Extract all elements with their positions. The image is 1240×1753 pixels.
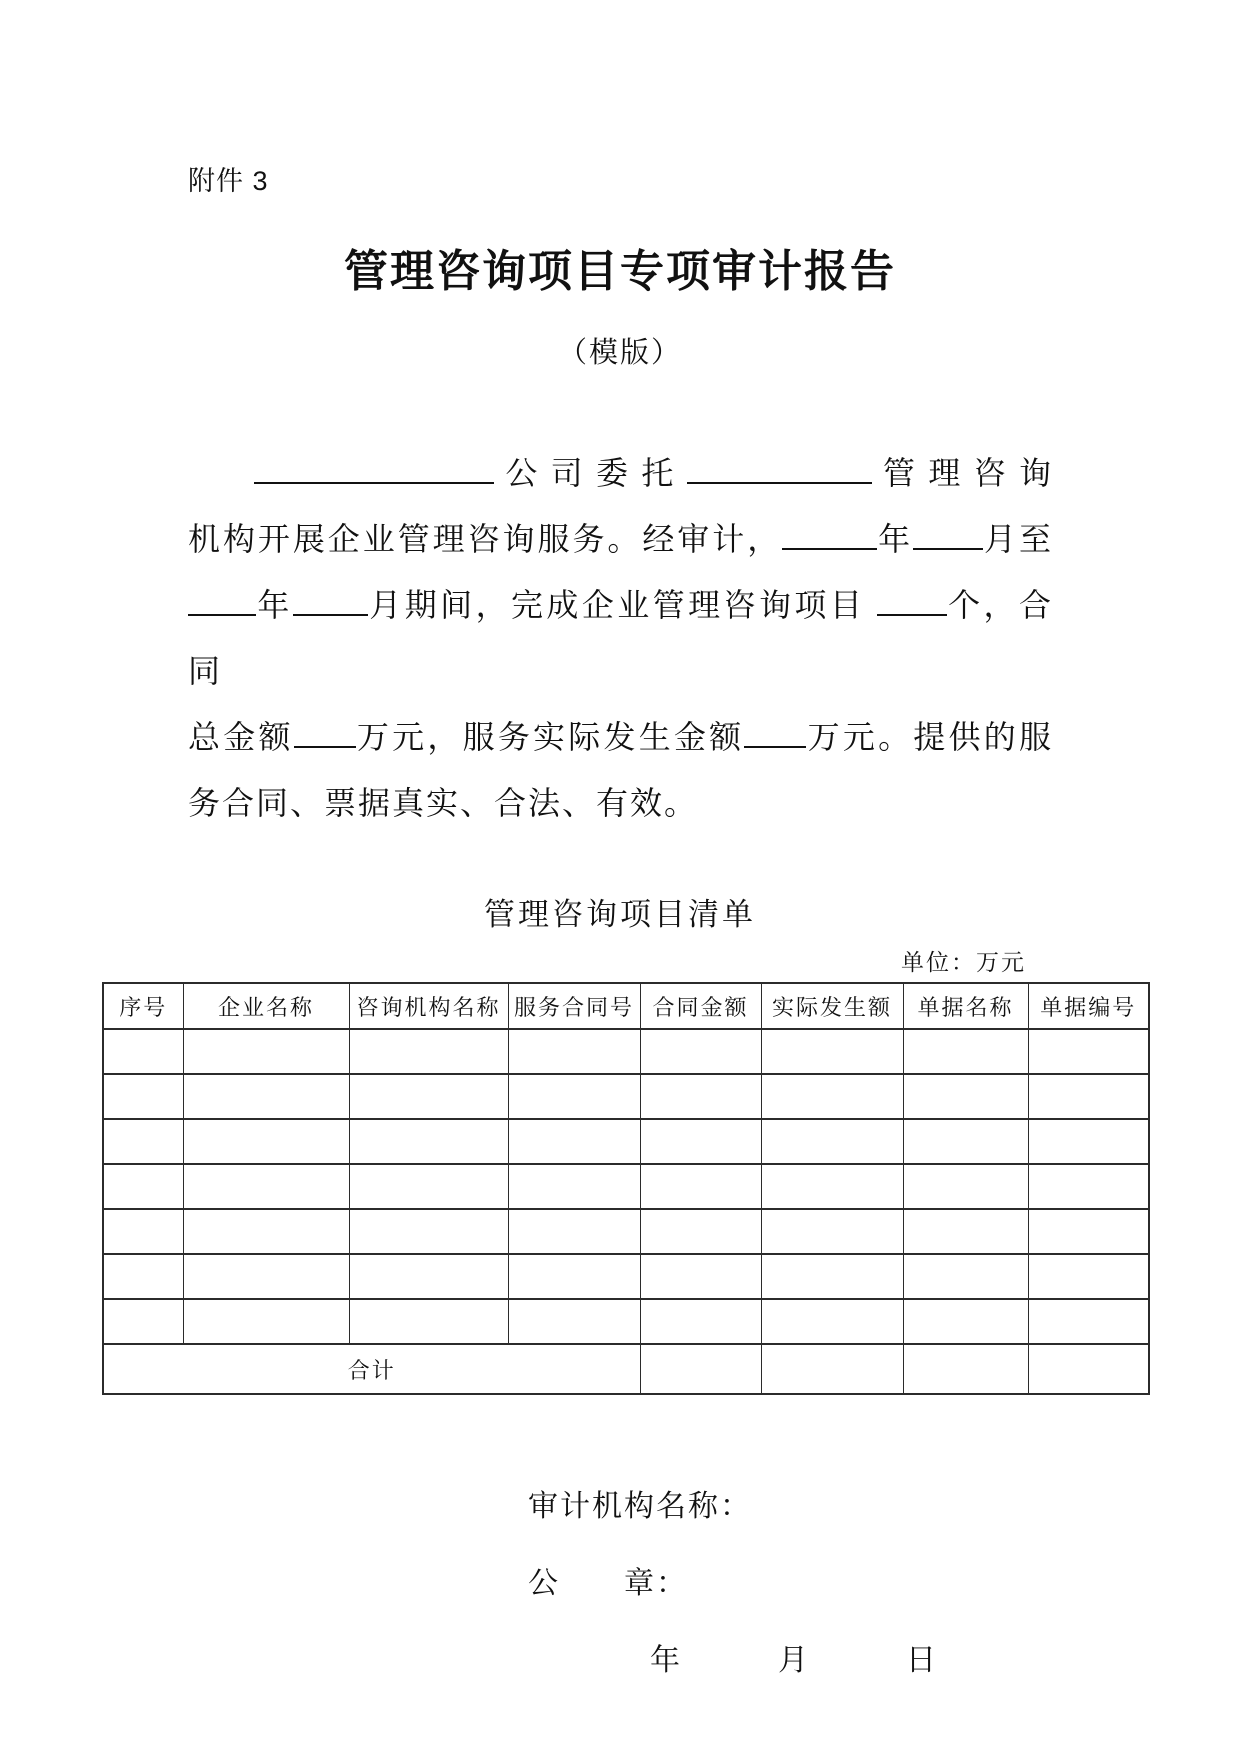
- auditor-name-label: 审计机构名称：: [528, 1490, 752, 1523]
- table-cell: [349, 1299, 508, 1344]
- table-cell: [103, 1074, 183, 1119]
- table-cell: [508, 1254, 640, 1299]
- table-cell: [103, 1209, 183, 1254]
- table-cell: [903, 1299, 1028, 1344]
- paragraph-text: 机构开展企业管理咨询服务。经审计，: [188, 521, 783, 557]
- table-row: [103, 1029, 1149, 1074]
- table-cell: [761, 1074, 903, 1119]
- paragraph-line: [188, 770, 1053, 836]
- table-cell: [508, 1119, 640, 1164]
- table-cell: [903, 1119, 1028, 1164]
- seal-label: 公 章：: [528, 1567, 688, 1600]
- table-header-row: [103, 983, 1149, 1029]
- table-cell: [1028, 1299, 1149, 1344]
- project-list-table: [102, 982, 1150, 1395]
- table-cell: [1028, 1119, 1149, 1164]
- total-row: [103, 1344, 1149, 1394]
- table-header-cell: 企业名称: [183, 983, 349, 1029]
- total-value-cell: [1028, 1344, 1149, 1394]
- table-cell: [640, 1074, 761, 1119]
- table-cell: [640, 1299, 761, 1344]
- paragraph-text: 总金额: [188, 719, 294, 755]
- table-cell: [903, 1164, 1028, 1209]
- blank-underline: [744, 730, 806, 748]
- paragraph-text: 年: [256, 587, 293, 623]
- table-cell: [903, 1254, 1028, 1299]
- table-cell: [183, 1209, 349, 1254]
- table-cell: [349, 1074, 508, 1119]
- paragraph-text: 个，合同: [188, 587, 1053, 689]
- table-cell: [508, 1209, 640, 1254]
- blank-underline: [294, 730, 356, 748]
- blank-underline: [782, 532, 877, 550]
- table-header-cell: 合同金额: [640, 983, 761, 1029]
- paragraph-text: 管理咨询: [871, 455, 1053, 491]
- table-cell: [349, 1254, 508, 1299]
- table-cell: [903, 1209, 1028, 1254]
- blank-underline: [293, 598, 368, 616]
- table-header-cell: 序号: [103, 983, 183, 1029]
- table-cell: [508, 1164, 640, 1209]
- total-value-cell: [640, 1344, 761, 1394]
- table-cell: [349, 1209, 508, 1254]
- paragraph-text: 公司委托: [494, 455, 687, 491]
- table-row: [103, 1164, 1149, 1209]
- paragraph-line: [188, 506, 1053, 572]
- paragraph-text: 年: [877, 521, 914, 557]
- attachment-label: 附件 3: [188, 166, 269, 196]
- table-cell: [103, 1029, 183, 1074]
- total-label-cell: 合计: [103, 1344, 640, 1394]
- table-cell: [903, 1029, 1028, 1074]
- table-cell: [349, 1119, 508, 1164]
- table-cell: [183, 1164, 349, 1209]
- table-cell: [640, 1209, 761, 1254]
- blank-underline: [687, 466, 872, 484]
- unit-note: 单位：万元: [901, 950, 1026, 975]
- table-cell: [640, 1119, 761, 1164]
- intro-paragraph: [188, 440, 1053, 836]
- table-cell: [349, 1029, 508, 1074]
- table-cell: [761, 1119, 903, 1164]
- table-cell: [640, 1254, 761, 1299]
- signature-block: [528, 1489, 1240, 1679]
- table-cell: [640, 1164, 761, 1209]
- table-cell: [761, 1254, 903, 1299]
- paragraph-text: 月期间，完成企业管理咨询项目: [367, 587, 877, 623]
- table-header-cell: 单据编号: [1028, 983, 1149, 1029]
- table-cell: [1028, 1209, 1149, 1254]
- document-subtitle: （模版）: [557, 337, 682, 369]
- table-header-cell: 实际发生额: [761, 983, 903, 1029]
- table-row: [103, 1254, 1149, 1299]
- table-cell: [508, 1074, 640, 1119]
- blank-underline: [188, 598, 256, 616]
- table-cell: [508, 1299, 640, 1344]
- table-cell: [1028, 1254, 1149, 1299]
- table-cell: [761, 1029, 903, 1074]
- table-cell: [103, 1164, 183, 1209]
- document-title: 管理咨询项目专项审计报告: [344, 247, 896, 296]
- table-cell: [761, 1164, 903, 1209]
- table-cell: [640, 1029, 761, 1074]
- table-cell: [1028, 1164, 1149, 1209]
- paragraph-text: 务合同、票据真实、合法、有效。: [188, 785, 699, 821]
- table-row: [103, 1209, 1149, 1254]
- table-cell: [103, 1299, 183, 1344]
- table-cell: [1028, 1029, 1149, 1074]
- table-cell: [183, 1074, 349, 1119]
- table-row: [103, 1119, 1149, 1164]
- paragraph-line: [188, 704, 1053, 770]
- table-title: 管理咨询项目清单: [484, 897, 756, 932]
- table-cell: [183, 1254, 349, 1299]
- total-value-cell: [903, 1344, 1028, 1394]
- table-cell: [183, 1299, 349, 1344]
- paragraph-line: [188, 572, 1053, 704]
- table-header-cell: 咨询机构名称: [349, 983, 508, 1029]
- paragraph-text: 月至: [983, 521, 1053, 557]
- paragraph-line: [188, 440, 1053, 506]
- table-cell: [1028, 1074, 1149, 1119]
- blank-underline: [877, 598, 947, 616]
- table-cell: [103, 1254, 183, 1299]
- table-cell: [508, 1029, 640, 1074]
- table-row: [103, 1299, 1149, 1344]
- total-value-cell: [761, 1344, 903, 1394]
- table-cell: [903, 1074, 1028, 1119]
- paragraph-text: 万元。提供的服: [806, 719, 1053, 755]
- blank-underline: [254, 466, 494, 484]
- paragraph-text: 万元，服务实际发生金额: [355, 719, 745, 755]
- table-cell: [183, 1119, 349, 1164]
- table-cell: [183, 1029, 349, 1074]
- table-cell: [349, 1164, 508, 1209]
- table-cell: [103, 1119, 183, 1164]
- table-cell: [761, 1299, 903, 1344]
- table-header-cell: 单据名称: [903, 983, 1028, 1029]
- table-header-cell: 服务合同号: [508, 983, 640, 1029]
- blank-underline: [913, 532, 983, 550]
- date-line: 年 月 日: [650, 1644, 938, 1677]
- table-row: [103, 1074, 1149, 1119]
- table-cell: [761, 1209, 903, 1254]
